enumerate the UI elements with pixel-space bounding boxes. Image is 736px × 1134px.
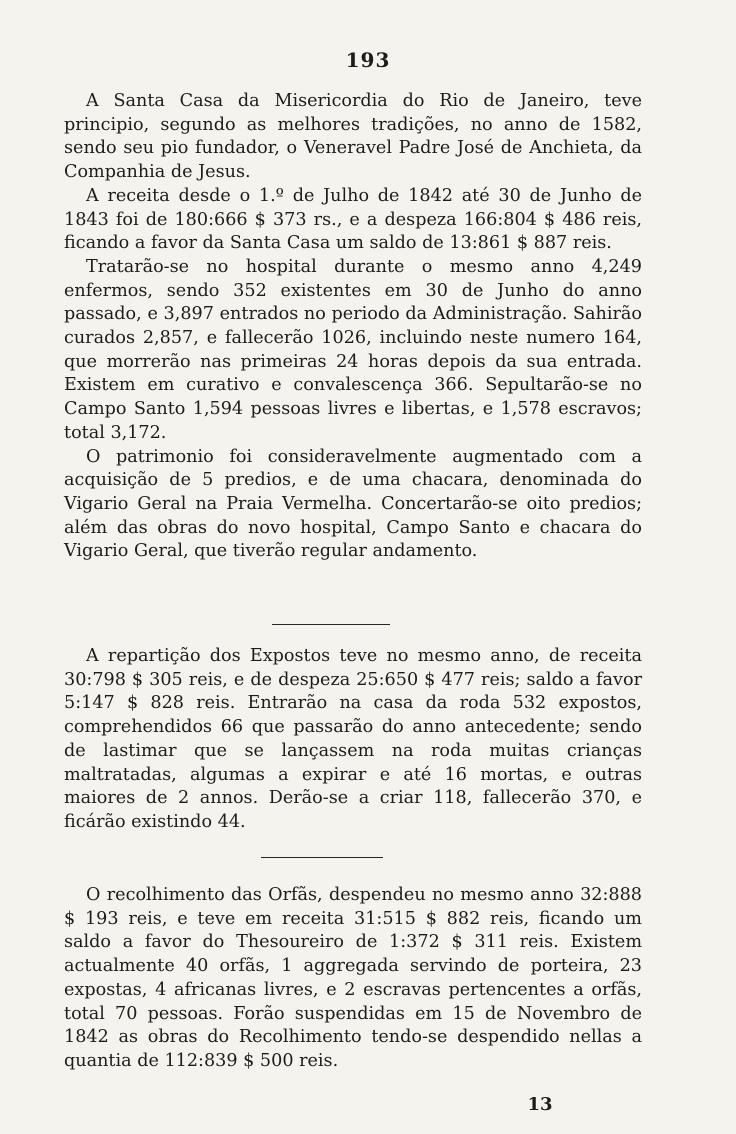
- section-santa-casa: [64, 90, 642, 564]
- paragraph-history: A Santa Casa da Misericordia do Rio de Janeiro, teve principio, segundo as melhores tradições, no anno de 1582, sendo seu pio fundador, o Veneravel Padre José de Anchieta, da Companhia de Jesus.: [64, 91, 642, 183]
- page-number: 193: [345, 48, 391, 72]
- paragraph-hospital: Tratarão-se no hospital durante o mesmo anno 4,249 enfermos, sendo 352 existentes em 30 de Junho do anno passado, e 3,897 entrados no periodo da Administração. Sahirão curados 2,857, e fallecerão 1026, incluindo neste numero 164, que morrerão nas primeiras 24 horas depois da sua entrada. Existem em curativo e convalescença 366. Sepultarão-se no Campo Santo 1,594 pessoas livres e libertas, e 1,578 escravos; total 3,172.: [64, 256, 642, 443]
- paragraph-revenue: A receita desde o 1.º de Julho de 1842 até 30 de Junho de 1843 foi de 180:666 $ 373 rs., e a despeza 166:804 $ 486 reis, ficando a favor da Santa Casa um saldo de 13:861 $ 887 reis.: [64, 185, 642, 254]
- section-divider: [261, 857, 383, 858]
- section-orfas: [64, 884, 642, 1074]
- section-expostos: [64, 645, 642, 835]
- signature-mark: 13: [527, 1094, 553, 1115]
- section-divider: [272, 624, 390, 625]
- paragraph-expostos: A repartição dos Expostos teve no mesmo anno, de receita 30:798 $ 305 reis, e de despeza 25:650 $ 477 reis; saldo a favor 5:147 $ 828 reis. Entrarão na casa da roda 532 expostos, comprehendidos 66 que passarão do anno antecedente; sendo de lastimar que se lançassem na roda muitas crianças maltratadas, algumas a expirar e até 16 mortas, e outras maiores de 2 annos. Derão-se a criar 118, fallecerão 370, e ficárão existindo 44.: [64, 646, 642, 832]
- paragraph-orfas: O recolhimento das Orfãs, despendeu no mesmo anno 32:888 $ 193 reis, e teve em receita 31:515 $ 882 reis, ficando um saldo a favor do Thesoureiro de 1:372 $ 311 reis. Existem actualmente 40 orfãs, 1 aggregada servindo de porteira, 23 expostas, 4 africanas livres, e 2 escravas pertencentes a orfãs, total 70 pessoas. Forão suspendidas em 15 de Novembro de 1842 as obras do Recolhimento tendo-se despendido nellas a quantia de 112:839 $ 500 reis.: [64, 885, 642, 1071]
- paragraph-patrimony: O patrimonio foi consideravelmente augmentado com a acquisição de 5 predios, e de uma chacara, denominada do Vigario Geral na Praia Vermelha. Concertarão-se oito predios; além das obras do novo hospital, Campo Santo e chacara do Vigario Geral, que tiverão regular andamento.: [64, 446, 642, 562]
